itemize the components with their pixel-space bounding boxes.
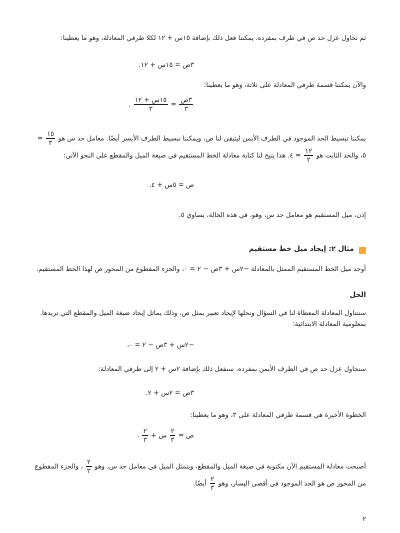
fraction <box>46 130 55 147</box>
equation-1: ٣ص = ١٥س + ١٢. <box>138 61 194 69</box>
paragraph-6: سنتناول المعادلة المعطاة لنا في السؤال ونحلها لإيجاد تعبير يمثل ص، وذلك يماثل إيجاد صيغة الميل والمقطع التي تريدها. بمعلومية المعادلة الابتدائية: <box>39 309 366 328</box>
equation-3: ص = ٥س + ٤. <box>149 181 194 189</box>
denominator: ٣ <box>184 105 189 113</box>
equation-4: −٢س + ٣ص − ٢ = ٠، <box>126 341 194 349</box>
solution-label: الحل <box>349 291 366 299</box>
fraction <box>142 427 148 444</box>
fraction <box>179 96 193 113</box>
equation-6 <box>137 427 194 444</box>
fraction <box>304 147 313 164</box>
paragraph-3-part-b: = ٥، والحد الثابت هو <box>37 134 366 160</box>
numerator: ٢ <box>87 458 91 466</box>
numerator: ١٥س + ١٢ <box>134 96 167 104</box>
paragraph-2: والآن يمكننا قسمة طرفي المعادلة على ثلاثة، وهو ما يعطينا: <box>203 81 366 89</box>
numerator: ٣ص <box>180 96 192 104</box>
paragraph-4: إذن، ميل المستقيم هو معامل حد س، وهو، في هذه الحالة، يساوي ٥. <box>178 211 366 219</box>
equation-5: ٣ص = ٢س + ٢. <box>145 389 194 397</box>
paragraph-8: الخطوة الأخيرة هي قسمة طرفي المعادلة على ٣، وهو ما يعطينا: <box>190 411 366 419</box>
fraction <box>170 427 176 444</box>
numerator: ٢ <box>143 427 147 435</box>
paragraph-1: ثم نحاول عزل حد ص في طرف بمفرده. يمكننا فعل ذلك بإضافة ١٥س + ١٢ لكلا طرفي المعادلة، وهو ما يعطينا: <box>60 34 366 42</box>
equals-sign: = <box>170 100 177 109</box>
fraction <box>210 475 216 492</box>
fraction <box>86 458 92 475</box>
denominator: ٣ <box>148 105 153 113</box>
example-marker <box>359 247 366 254</box>
denominator: ٣ <box>210 484 215 492</box>
equation-6-lhs: ص = <box>178 431 194 440</box>
paragraph-3-part-c: = ٤. هذا يتيح لنا كتابة معادلة الخط المستقيم في صيغة الميل والمقطع على النحو الآتي: <box>63 151 301 160</box>
denominator: ٣ <box>48 139 53 147</box>
numerator: ١٥ <box>46 130 55 138</box>
paragraph-7: سنحاول عزل حد ص في الطرف الأيمن بمفرده. سنفعل ذلك بإضافة ٢س + ٢ إلى طرفي المعادلة: <box>98 365 366 373</box>
equation-2: $\frac{\text{٣ص}}{٣}$ = $\frac{\text{١٥س + ١٢}}{٣}$ . <box>128 96 192 113</box>
paragraph-9-part-c: أيضًا. <box>192 479 207 488</box>
equation-6-middle: س + <box>150 431 167 440</box>
paragraph-3-part-a: يمكننا تبسيط الحد الموجود في الطرف الأيمن ليتبقى لنا ص، ويمكننا تبسيط الطرف الأيسر أيضًا. معامل حد س هو <box>58 134 366 143</box>
paragraph-9-part-b: ، والجزء المقطوع من المحور ص هو الحد الموجود في أقصى اليسار، وهو <box>34 462 366 488</box>
numerator: ٢ <box>170 427 175 435</box>
numerator: ١٢ <box>305 147 313 155</box>
paragraph-9 <box>34 458 366 492</box>
numerator: ٢ <box>210 475 215 483</box>
paragraph-5: أوجد ميل الخط المستقيم الممثل بالمعادلة −٢س + ٣ص − ٢ = ٠، والجزء المقطوع من المحور ص لهذا الخط المستقيم. <box>36 265 366 273</box>
page-number: ٢ <box>362 515 366 523</box>
paragraph-3 <box>34 130 366 164</box>
paragraph-9-part-a: أصبحت معادلة المستقيم الآن مكتوبة في صيغة الميل والمقطع، ويتمثل الميل في معامل حد س، وهو <box>94 462 366 471</box>
equation-6-end: . <box>137 431 140 440</box>
denominator: ٣ <box>87 467 91 475</box>
denominator: ٣ <box>306 156 311 164</box>
fraction <box>134 96 168 113</box>
denominator: ٣ <box>170 436 175 444</box>
denominator: ٣ <box>143 436 147 444</box>
example-title: مثال ٢: إيجاد ميل خط مستقيم <box>248 245 354 253</box>
